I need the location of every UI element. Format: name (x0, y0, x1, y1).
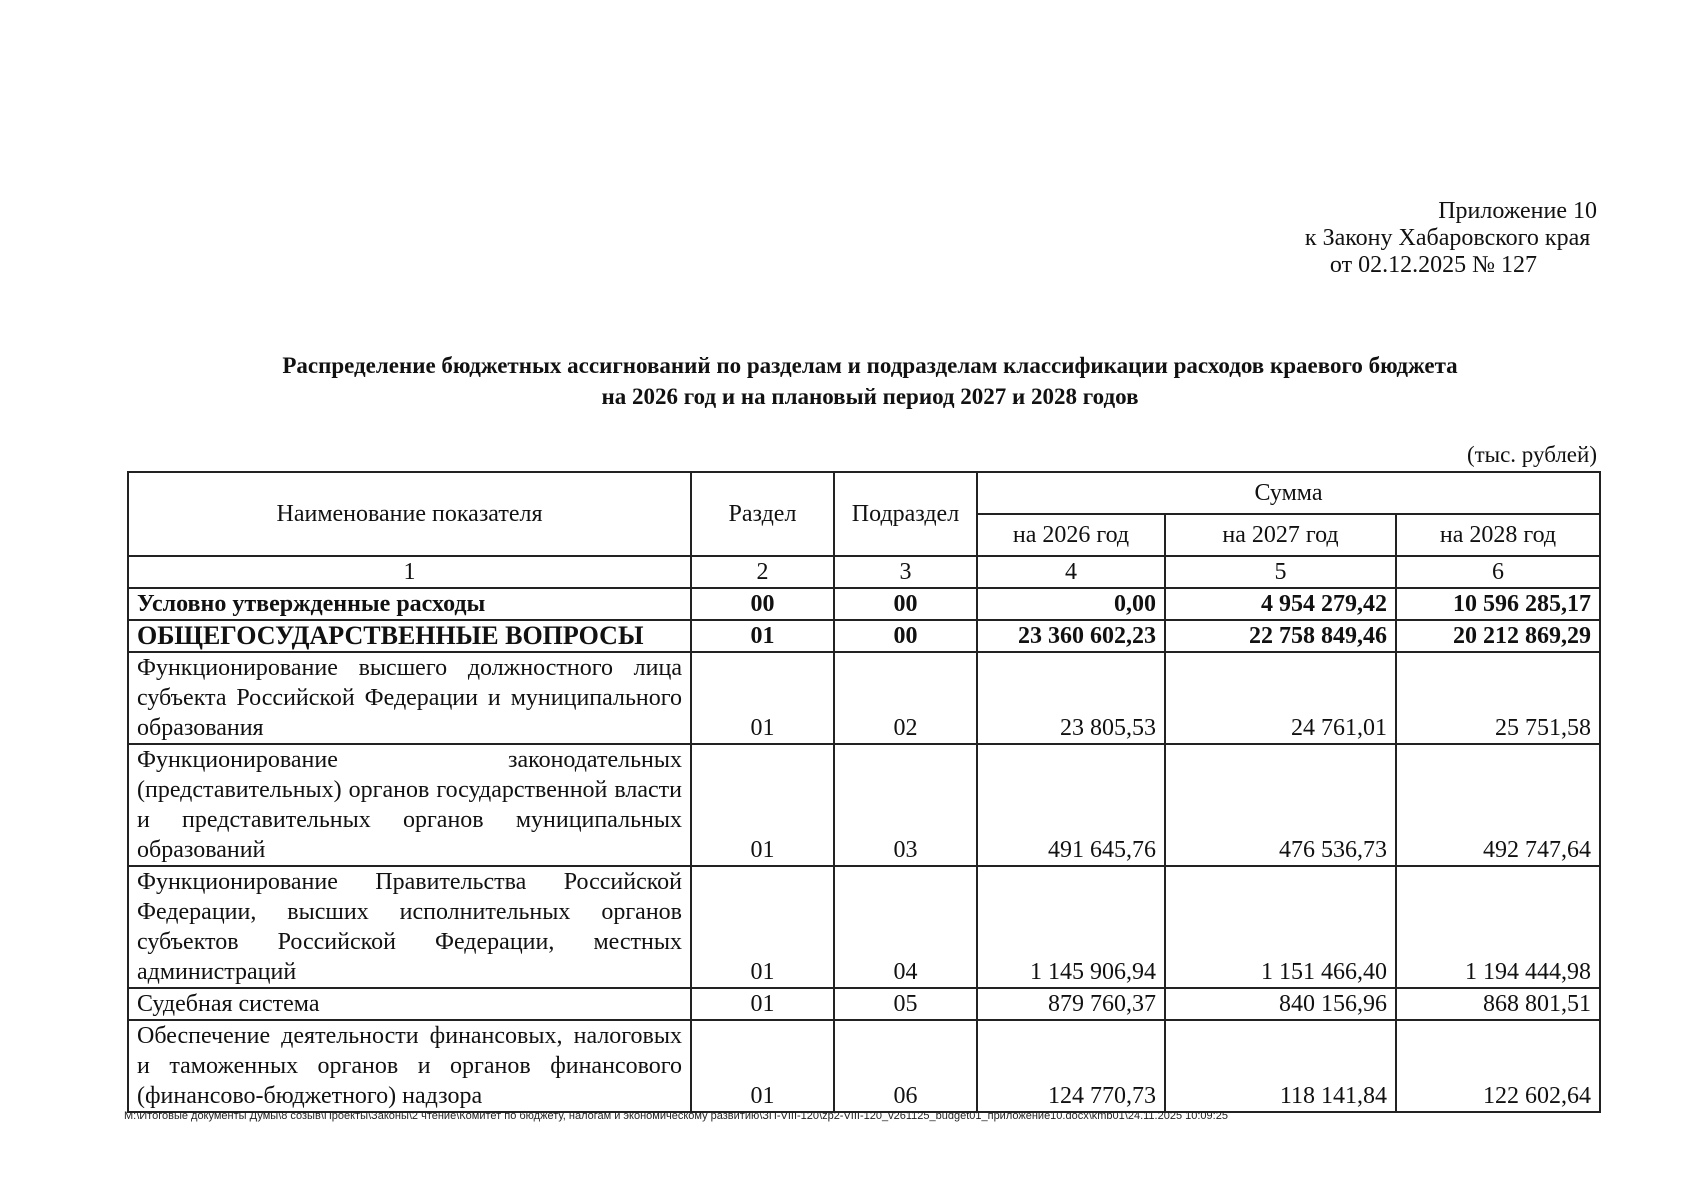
appendix-law-date: от 02.12.2025 № 127 (1329, 252, 1537, 278)
column-number: 3 (834, 556, 977, 588)
header-subsection: Подраздел (834, 472, 977, 556)
column-number: 1 (128, 556, 691, 588)
table-row (128, 652, 1600, 744)
row-amount-2026: 23 805,53 (977, 652, 1165, 744)
row-subsection: 05 (834, 988, 977, 1020)
table-row (128, 1020, 1600, 1112)
row-amount-2026: 491 645,76 (977, 744, 1165, 866)
row-name: Функционирование законодательных (представительных) органов государственной власти и представительных органов муниципальных образований (128, 744, 691, 866)
row-amount-2028: 10 596 285,17 (1396, 588, 1600, 620)
row-amount-2027: 4 954 279,42 (1165, 588, 1396, 620)
row-subsection: 06 (834, 1020, 977, 1112)
header-year-2027: на 2027 год (1165, 514, 1396, 556)
column-number: 2 (691, 556, 834, 588)
row-section: 01 (691, 744, 834, 866)
row-amount-2028: 122 602,64 (1396, 1020, 1600, 1112)
row-subsection: 00 (834, 620, 977, 652)
row-subsection: 02 (834, 652, 977, 744)
row-section: 01 (691, 620, 834, 652)
header-sum: Сумма (977, 472, 1600, 514)
row-amount-2028: 492 747,64 (1396, 744, 1600, 866)
row-name: Условно утвержденные расходы (128, 588, 691, 620)
units-label: (тыс. рублей) (1466, 442, 1597, 467)
row-amount-2027: 118 141,84 (1165, 1020, 1396, 1112)
row-section: 01 (691, 652, 834, 744)
row-section: 01 (691, 988, 834, 1020)
row-amount-2028: 868 801,51 (1396, 988, 1600, 1020)
row-amount-2027: 24 761,01 (1165, 652, 1396, 744)
row-name: Функционирование Правительства Российской Федерации, высших исполнительных органов субъектов Российской Федерации, местных администраций (128, 866, 691, 988)
header-year-2026: на 2026 год (977, 514, 1165, 556)
row-name: Судебная система (128, 988, 691, 1020)
row-subsection: 04 (834, 866, 977, 988)
row-amount-2026: 1 145 906,94 (977, 866, 1165, 988)
row-subsection: 00 (834, 588, 977, 620)
row-subsection: 03 (834, 744, 977, 866)
row-amount-2028: 25 751,58 (1396, 652, 1600, 744)
appendix-law: к Закону Хабаровского края (1304, 225, 1591, 251)
table-row (128, 588, 1600, 620)
document-title (150, 350, 1590, 412)
row-amount-2028: 1 194 444,98 (1396, 866, 1600, 988)
row-amount-2026: 879 760,37 (977, 988, 1165, 1020)
table-row (128, 988, 1600, 1020)
table-row (128, 620, 1600, 652)
column-number-row (128, 556, 1600, 588)
appendix-reference (1298, 198, 1597, 279)
row-amount-2026: 124 770,73 (977, 1020, 1165, 1112)
column-number: 6 (1396, 556, 1600, 588)
row-amount-2028: 20 212 869,29 (1396, 620, 1600, 652)
row-section: 01 (691, 866, 834, 988)
row-section: 00 (691, 588, 834, 620)
row-section: 01 (691, 1020, 834, 1112)
document-title-line-1: Распределение бюджетных ассигнований по разделам и подразделам классификации расходов краевого бюджета (282, 353, 1458, 378)
column-number: 5 (1165, 556, 1396, 588)
row-name: ОБЩЕГОСУДАРСТВЕННЫЕ ВОПРОСЫ (128, 620, 691, 652)
row-amount-2027: 1 151 466,40 (1165, 866, 1396, 988)
row-amount-2026: 23 360 602,23 (977, 620, 1165, 652)
budget-table (127, 471, 1601, 1113)
table-row (128, 866, 1600, 988)
header-name: Наименование показателя (128, 472, 691, 556)
file-path-footer: M:\Итоговые документы Думы\8 созыв\Проекты\Законы\2 чтение\Комитет по бюджету, налогам и экономическому развитию\ЗП-VIII-120\zp2-VIII-120_v261125_budget01_приложение10.docx\kmb01\24.11.2025 10:09:25 (124, 1110, 1228, 1122)
row-amount-2027: 840 156,96 (1165, 988, 1396, 1020)
row-name: Обеспечение деятельности финансовых, налоговых и таможенных органов и органов финансового (финансово-бюджетного) надзора (128, 1020, 691, 1112)
table-row (128, 744, 1600, 866)
row-amount-2027: 476 536,73 (1165, 744, 1396, 866)
row-name: Функционирование высшего должностного лица субъекта Российской Федерации и муниципального образования (128, 652, 691, 744)
column-number: 4 (977, 556, 1165, 588)
document-title-line-2: на 2026 год и на плановый период 2027 и 2028 годов (601, 384, 1139, 409)
header-year-2028: на 2028 год (1396, 514, 1600, 556)
row-amount-2026: 0,00 (977, 588, 1165, 620)
appendix-number: Приложение 10 (1438, 198, 1597, 224)
row-amount-2027: 22 758 849,46 (1165, 620, 1396, 652)
header-section: Раздел (691, 472, 834, 556)
